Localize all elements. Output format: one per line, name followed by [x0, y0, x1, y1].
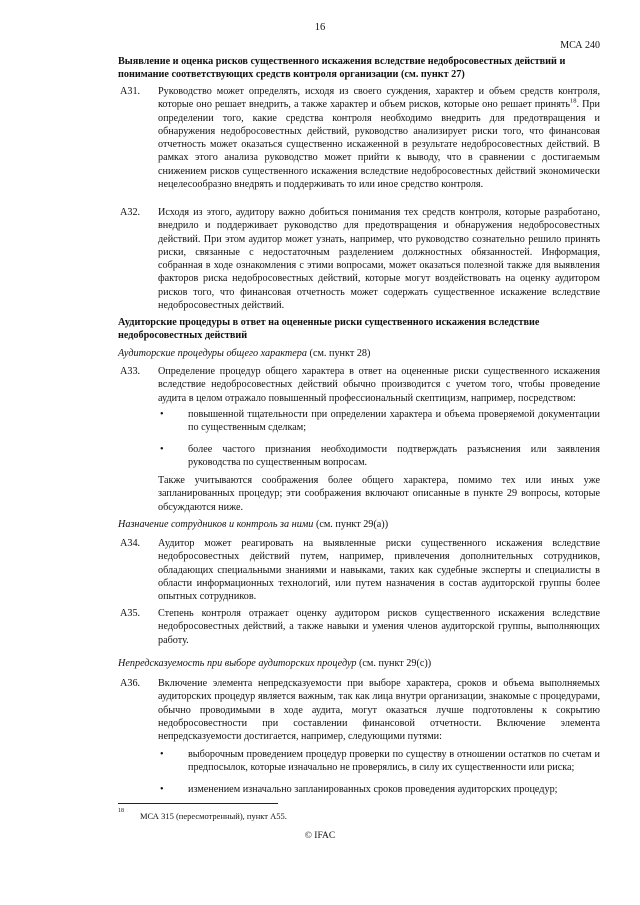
- page-number: 16: [314, 22, 326, 33]
- paragraph-text: Определение процедур общего характера в ответ на оцененные риски существенного искажения вследствие недобросовестных действий обычно производится с учетом того, чтобы проведение аудита в целом отражало повышенный профессиональный скептицизм, например, посредством:: [158, 366, 600, 404]
- paragraph-number: A33.: [120, 366, 141, 377]
- subsection-heading-unpredictability: Непредсказуемость при выборе аудиторских процедур (см. пункт 29(c)): [118, 658, 432, 669]
- list-item: • более частого признания необходимости подтверждать разъяснения или заявления руководства по существенным вопросам.: [160, 443, 600, 468]
- paragraph-a35: [120, 607, 600, 647]
- paragraph-text: Степень контроля отражает оценку аудитором рисков существенного искажения вследствие недобросовестных действий, а также навыки и умения членов аудиторской группы, выполняющих работу.: [158, 608, 600, 646]
- standard-reference: МСА 240: [560, 40, 600, 51]
- bullet-icon: •: [160, 749, 164, 760]
- bullet-icon: •: [160, 409, 164, 420]
- paragraph-number: A36.: [120, 678, 141, 689]
- paragraph-a36: [120, 677, 600, 743]
- bullet-icon: •: [160, 783, 164, 795]
- paragraph-a34: [120, 537, 600, 603]
- list-item: • повышенной тщательности при определении характера и объема проверяемой документации по существенным сделкам;: [160, 409, 600, 434]
- paragraph-text: Аудитор может реагировать на выявленные риски существенного искажения вследствие недобросовестных действий путем, например, привлечения дополнительных сотрудников, обладающих специальными знаниями и навыками, таких как судебные эксперты и специалисты в области информационных технологий, или путем назначения в состав аудиторской группы более опытных сотрудников.: [158, 538, 600, 603]
- subsection-heading-general: Аудиторские процедуры общего характера (см. пункт 28): [118, 348, 371, 359]
- paragraph-number: A31.: [120, 86, 141, 97]
- section-heading-audit-procedures: Аудиторские процедуры в ответ на оцененные риски существенного искажения вследствие недобросовестных действий: [118, 317, 540, 342]
- footnote-text: МСА 315 (пересмотренный), пункт A55.: [140, 811, 287, 821]
- list-item: • изменением изначально запланированных сроков проведения аудиторских процедур;: [160, 783, 558, 795]
- bullet-list-a33: [158, 408, 600, 477]
- footnote: [118, 808, 287, 821]
- paragraph-text: Руководство может определять, исходя из своего суждения, характер и объем средств контроля, которые оно решает внедрить, а также характер и объем рисков, которые оно решает принять$^{18}$. При определении того, какие средства контроля необходимо внедрить для предотвращения и обнаружения недобросовестных действий, руководство анализирует риски того, что финансовая отчетность может оказаться существенно искаженной в результате недобросовестных действий. В рамках этого анализа руководство может прийти к выводу, что в сравнении с достигаемым снижением рисков существенного искажения вследствие недобросовестных действий экономически нецелесообразно внедрять и поддерживать то или иное средство контроля.: [158, 86, 600, 191]
- bullet-icon: •: [160, 443, 164, 455]
- footnote-number: 18: [118, 808, 124, 814]
- paragraph-a32: [120, 206, 600, 312]
- paragraph-a31: [120, 85, 600, 191]
- paragraph-a33-note: Также учитываются соображения более общего характера, помимо тех или иных уже запланированных процедур; эти соображения включают описанные в пункте 29 вопросы, которые обсуждаются ниже.: [158, 475, 600, 513]
- paragraph-number: A34.: [120, 538, 141, 549]
- subsection-heading-staff: Назначение сотрудников и контроль за ними (см. пункт 29(a)): [118, 519, 389, 530]
- bullet-list-a36: [158, 748, 600, 804]
- paragraph-text: Включение элемента непредсказуемости при выборе характера, сроков и объема выполняемых аудиторских процедур является важным, так как лица внутри организации, знакомые с процедурами, обычно проводимыми в ходе аудита, могут оказаться лучше подготовлены к сокрытию недобросовестности при составлении финансовой отчетности. Включение элемента непредсказуемости достигается, например, следующими путями:: [158, 678, 600, 743]
- paragraph-number: A32.: [120, 207, 141, 218]
- paragraph-a33: [120, 365, 600, 405]
- paragraph-number: A35.: [120, 608, 141, 619]
- copyright-footer: © IFAC: [304, 831, 336, 841]
- footnote-separator: [118, 803, 278, 804]
- paragraph-text: Исходя из этого, аудитору важно добиться понимания тех средств контроля, которые разработано, внедрило и поддерживает руководство для предотвращения и обнаружения недобросовестных действий. При этом аудитор может узнать, например, что руководство сознательно решило принять риски, связанные с недостаточным разделением должностных обязанностей. Информация, собранная в ходе ознакомления с этими вопросами, может оказаться полезной также для выявления факторов риска недобросовестных действий, которые могут воздействовать на оценку аудитором рисков того, что финансовая отчетность может содержать существенное искажение вследствие недобросовестных действий.: [158, 207, 600, 312]
- list-item: • выборочным проведением процедур проверки по существу в отношении остатков по счетам и предпосылок, которые изначально не проверялись, в силу их существенности или риска;: [160, 749, 600, 774]
- footnote-marker: 18: [570, 97, 577, 105]
- section-heading-risk-identification: Выявление и оценка рисков существенного искажения вследствие недобросовестных действий и понимание соответствующих средств контроля организации (см. пункт 27): [118, 56, 566, 81]
